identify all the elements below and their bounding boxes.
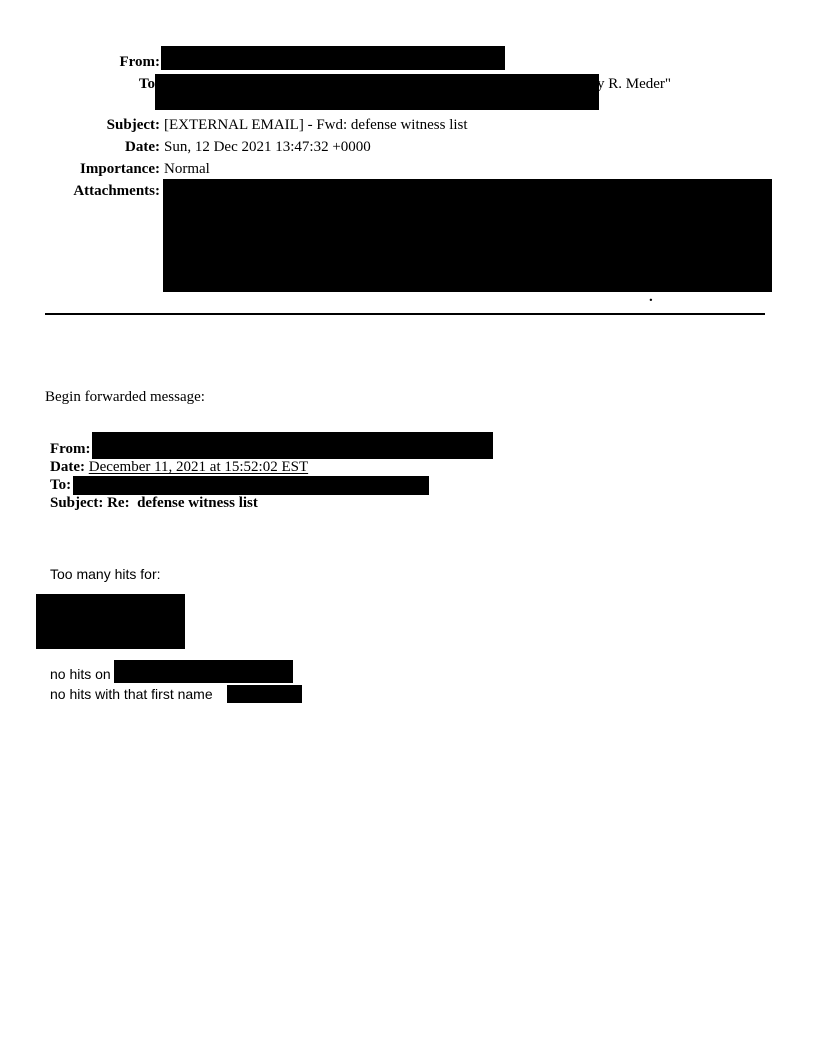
body-line-too-many-hits: Too many hits for: bbox=[50, 566, 161, 582]
fwd-subject-line bbox=[50, 495, 258, 512]
subject-label: Subject: bbox=[106, 117, 160, 133]
body-line-no-hits-first-name: no hits with that first name bbox=[50, 686, 213, 702]
fwd-date-line bbox=[50, 459, 308, 476]
attachments-label: Attachments: bbox=[73, 183, 160, 199]
redacted-names-block bbox=[36, 594, 185, 649]
date-label: Date: bbox=[125, 139, 160, 155]
date-value: Sun, 12 Dec 2021 13:47:32 +0000 bbox=[164, 139, 371, 155]
fwd-date-value: December 11, 2021 at 15:52:02 EST bbox=[88, 459, 309, 475]
fwd-date-label: Date: bbox=[50, 459, 85, 475]
header-divider bbox=[45, 313, 765, 315]
body-line-no-hits-on: no hits on bbox=[50, 666, 111, 682]
fwd-to-label: To: bbox=[50, 477, 72, 493]
fwd-from-label: From: bbox=[50, 441, 91, 457]
redacted-no-hits-on bbox=[114, 660, 293, 683]
redacted-attachments bbox=[163, 179, 772, 292]
fwd-subject-value: Re: defense witness list bbox=[107, 495, 258, 511]
importance-label: Importance: bbox=[80, 161, 160, 177]
redacted-first-name bbox=[227, 685, 302, 703]
to-label: To bbox=[138, 76, 155, 92]
to-visible-fragment: y R. Meder" bbox=[597, 76, 672, 92]
fwd-subject-label: Subject: bbox=[50, 495, 104, 511]
importance-value: Normal bbox=[164, 161, 210, 177]
forward-intro: Begin forwarded message: bbox=[45, 389, 205, 405]
subject-value: [EXTERNAL EMAIL] - Fwd: defense witness list bbox=[164, 117, 468, 133]
redacted-fwd-from bbox=[92, 432, 493, 459]
stray-mark: . bbox=[649, 289, 653, 305]
from-label: From: bbox=[119, 54, 160, 70]
redacted-to bbox=[155, 74, 599, 110]
redacted-from bbox=[161, 46, 505, 70]
redacted-fwd-to bbox=[73, 476, 429, 495]
